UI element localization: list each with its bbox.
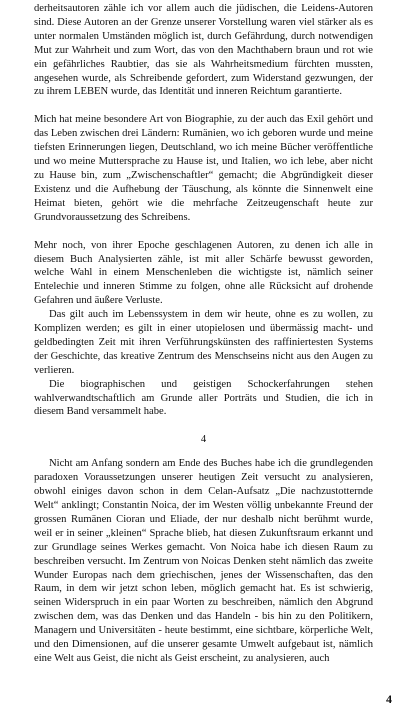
paragraph-1: derheitsautoren zähle ich vor allem auch die jüdischen, die Leidens-Autoren sind. Diese Autoren an der Grenze unserer Vorstellung waren viel stärker als es unter normalen Umständen möglich ist, durch Gefährdung, durch notwendigen Mut zur Wahrheit und zum Wort, das von den Machthabern braun und rot wie ein gefährliches Raubtier, das sie als Wahrheitsmedium fürchten mussten, angesehen wurde, als Schreibende gefordert, zum Widerstand gezwungen, der zu ihrem LEBEN wurde, das Identität und inneren Reichtum garantierte.: [34, 3, 373, 98]
body-text: [34, 2, 373, 666]
paragraph-3: Mehr noch, von ihrer Epoche geschlagenen Autoren, zu denen ich alle in diesem Buch Analysierten zähle, ist mit aller Schärfe bewusst geworden, welche Wahl in einem Menschenleben die wichtigste ist, nämlich seiner Entelechie und inneren Stimme zu folgen, ohne alle Rücksicht auf drohende Gefahren und äußere Verluste.: [34, 239, 373, 307]
paragraph-6: Nicht am Anfang sondern am Ende des Buches habe ich die grundlegenden paradoxen Voraussetzungen unserer heutigen Zeit versucht zu analysieren, obwohl einiges davon schon in dem Celan-Aufsatz „Die nachzustotternde Welt“ anklingt; Constantin Noica, der im Westen völlig unbekannte Freund der grossen Rumänen Cioran und Eliade, der nur deshalb nicht berühmt wurde, weil er in seiner „kleinen“ Sprache blieb, hat diesen Zukunftsraum erkannt und zur Grundlage seines Werkes gemacht. Von Noica habe ich diesen Raum zu beschreiben versucht. Im Zentrum von Noicas Denken steht nämlich das zweite Wunder Europas nach dem griechischen, jenes der Wissenschaften, das den Raum, in dem wir jetzt schon leben, möglich gemacht hat. Es ist schwierig, seinen Widerspruch in ein paar Worten zu beschreiben, nämlich den Abgrund zwischen dem, was das Denken und das Handeln - bis hin zu den Politikern, Managern und Universitäten - heute bestimmt, eine sichtbare, körperliche Welt, und den Dimensionen, auf die unserer gesamte Umwelt aufgebaut ist, nämlich eine Welt aus Geist, die nicht als Geist erscheint, zu analysieren, auch: [34, 458, 373, 664]
paragraph-5: Die biographischen und geistigen Schockerfahrungen stehen wahlverwandtschaftlich am Grunde aller Porträts und Studien, die ich in diesem Band versammelt habe.: [34, 378, 373, 418]
section-number: 4: [200, 434, 207, 446]
page-number: 4: [386, 692, 392, 706]
paragraph-4: Das gilt auch im Lebenssystem in dem wir heute, ohne es zu wollen, zu Komplizen werden; es gilt in einer utopielosen und übermässig macht- und geldbedingten Zeit mit ihren Verführungskünsten des raffiniertesten Systems der Geschichte, das kreative Zentrum des Menschseins nicht aus den Augen zu verlieren.: [34, 309, 373, 376]
paragraph-2: Mich hat meine besondere Art von Biographie, zu der auch das Exil gehört und das Leben zwischen drei Ländern: Rumänien, wo ich geboren wurde und meine tiefsten Erinnerungen liegen, Deutschland, wo ich meine Bücher veröffentliche und wo meine Muttersprache zu Hause ist, und Italien, wo ich lebe, aber nicht zu Hause bin, zum „Zwischenschaftler“ gemacht; die Abgründigkeit dieser Existenz und die Aufhebung der Täuschung, als könnte die Sinnenwelt eine Heimat bieten, gehört wie die mehrfache Zeitzeugenschaft heute zur Grundvoraussetzung des Schreibens.: [34, 114, 373, 223]
